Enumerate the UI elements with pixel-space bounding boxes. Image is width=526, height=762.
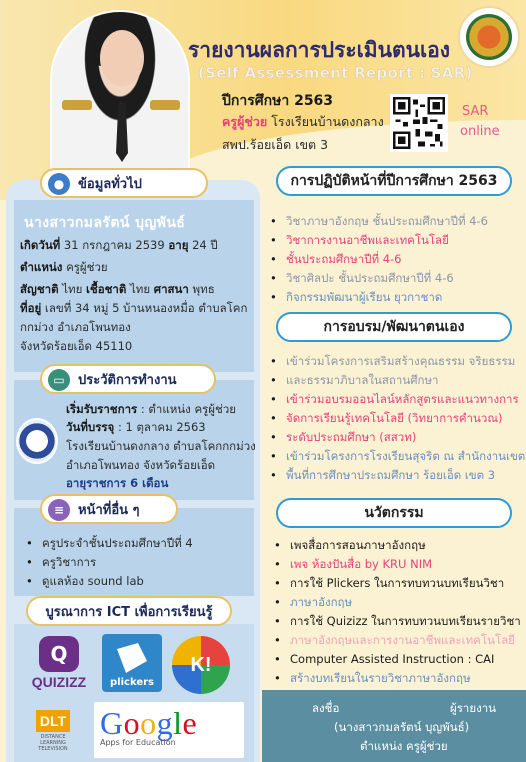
list-item: • วิชาภาษาอังกฤษ ชั้นประถมศึกษาปีที่ 4-6 [266, 212, 488, 231]
signer-name: (นางสาวกมลรัตน์ บุญพันธ์) [334, 720, 470, 734]
ict-heading: บูรณาการ ICT เพื่อการเรียนรู้ [26, 596, 232, 626]
training-heading: การอบรม/พัฒนาตนเอง [276, 312, 512, 342]
list-item: • เข้าร่วมอบรมออนไลน์หลักสูตรและแนวทางการ [266, 390, 525, 409]
list-item: • สร้างบทเรียนในรายวิชาภาษาอังกฤษ [270, 669, 521, 688]
google-apps-logo: Google Apps for Education [94, 702, 244, 758]
list-item: • พื้นที่การศึกษาประถมศึกษา ร้อยเอ็ด เขต 3 [266, 466, 525, 485]
list-item: • เพจสื่อการสอนภาษาอังกฤษ [270, 536, 521, 555]
list-item: • วิชาการงานอาชีพและเทคโนโลยี [266, 231, 488, 250]
sign-label: ลงชื่อ [312, 701, 340, 715]
list-item: • ภาษาอังกฤษและการงานอาชีพและเทคโนโลยี [270, 631, 521, 650]
report-title: รายงานผลการประเมินตนเอง [188, 38, 451, 62]
list-item: • ดูแลห้อง sound lab [20, 572, 193, 591]
school-seal-icon [16, 418, 58, 464]
list-item: • ระดับประถมศึกษา (สสวท) [266, 428, 525, 447]
academic-year: ปีการศึกษา 2563 [222, 93, 334, 109]
quizizz-logo: Q QUIZIZZ [26, 636, 92, 694]
sar-label: SAR [462, 104, 489, 119]
obec-emblem-icon [458, 6, 520, 68]
address-line-3: จังหวัดร้อยเอ็ด 45110 [20, 339, 133, 353]
district: สพป.ร้อยเอ็ด เขต 3 [222, 137, 329, 152]
plickers-logo: plickers [102, 634, 162, 692]
sar-online-label: online [460, 124, 500, 139]
report-subtitle: (Self Assessment Report : SAR) [198, 64, 473, 82]
clipboard-icon: ≡ [48, 499, 70, 521]
position-info: ตำแหน่ง ครูผู้ช่วย [20, 260, 108, 274]
nationality-info: สัญชาติ ไทย เชื้อชาติ ไทย ศาสนา พุทธ [20, 282, 215, 296]
person-icon: ● [48, 173, 70, 195]
list-item: • ครูวิชาการ [20, 553, 193, 572]
teacher-name: นางสาวกมลรัตน์ บุญพันธ์ [24, 215, 186, 231]
role-school: ครูผู้ช่วย โรงเรียนบ้านดงกลาง [222, 114, 384, 129]
other-duties-heading: ≡ หน้าที่อื่น ๆ [40, 494, 178, 524]
innovation-heading: นวัตกรรม [276, 498, 512, 528]
duty-list [266, 212, 488, 307]
birth-info: เกิดวันที่ 31 กรกฎาคม 2539 อายุ 24 ปี [20, 238, 218, 252]
address-line-1: ที่อยู่ เลขที่ 34 หมู่ 5 บ้านหนองหมื่อ ตำบลโคก [20, 301, 248, 315]
dlt-logo: DLT DISTANCE LEARNING TELEVISION [30, 710, 76, 746]
general-info-heading: ● ข้อมูลทั่วไป [40, 168, 208, 198]
list-item: • ภาษาอังกฤษ [270, 593, 521, 612]
list-item: • วิชาศิลปะ ชั้นประถมศึกษาปีที่ 4-6 [266, 269, 488, 288]
kahoot-logo: K! [172, 636, 230, 694]
monitor-icon: ▭ [48, 369, 70, 391]
list-item: • และธรรมาภิบาลในสถานศึกษา [266, 371, 525, 390]
other-duties-list [20, 534, 193, 591]
quizizz-icon: Q [39, 636, 79, 672]
signer-position: ตำแหน่ง ครูผู้ช่วย [360, 739, 448, 753]
training-list [266, 352, 525, 485]
list-item: • จัดการเรียนรู้เทคโนโลยี (วิทยาการคำนวณ) [266, 409, 525, 428]
list-item: • ครูประจำชั้นประถมศึกษาปีที่ 4 [20, 534, 193, 553]
plickers-icon [117, 643, 147, 673]
list-item: • การใช้ Plickers ในการทบทวนบทเรียนวิชา [270, 574, 521, 593]
list-item: • เข้าร่วมโครงการเสริมสร้างคุณธรรม จริยธรรม [266, 352, 525, 371]
list-item: • ชั้นประถมศึกษาปีที่ 4-6 [266, 250, 488, 269]
start-service: เริ่มรับราชการ : ตำแหน่ง ครูผู้ช่วย [66, 402, 237, 416]
school-place-2: อำเภอโพนทอง จังหวัดร้อยเอ็ด [66, 458, 216, 472]
list-item: • เข้าร่วมโครงการโรงเรียนสุจริต ณ สำนักงานเขต [266, 447, 525, 466]
list-item: • เพจ ห้องปันสื่อ by KRU NIM [270, 555, 521, 574]
reporter-label: ผู้รายงาน [450, 701, 497, 715]
school-place-1: โรงเรียนบ้านดงกลาง ตำบลโคกกกม่วง [66, 439, 256, 453]
list-item: • การใช้ Quizizz ในการทบทวนบทเรียนรายวิชา [270, 612, 521, 631]
service-length: อายุราชการ 6 เดือน [66, 476, 169, 490]
appoint-date: วันที่บรรจุ : 1 ตุลาคม 2563 [66, 420, 206, 434]
list-item: • กิจกรรมพัฒนาผู้เรียน ยุวกาชาด [266, 288, 488, 307]
work-history-heading: ▭ ประวัติการทำงาน [40, 364, 216, 394]
list-item: • Computer Assisted Instruction : CAI [270, 650, 521, 669]
qr-code[interactable] [390, 94, 448, 152]
teacher-portrait [50, 10, 190, 180]
duty-heading: การปฏิบัติหน้าที่ปีการศึกษา 2563 [276, 166, 512, 196]
address-line-2: กกม่วง อำเภอโพนทอง [20, 320, 131, 334]
innovation-list [270, 536, 521, 688]
